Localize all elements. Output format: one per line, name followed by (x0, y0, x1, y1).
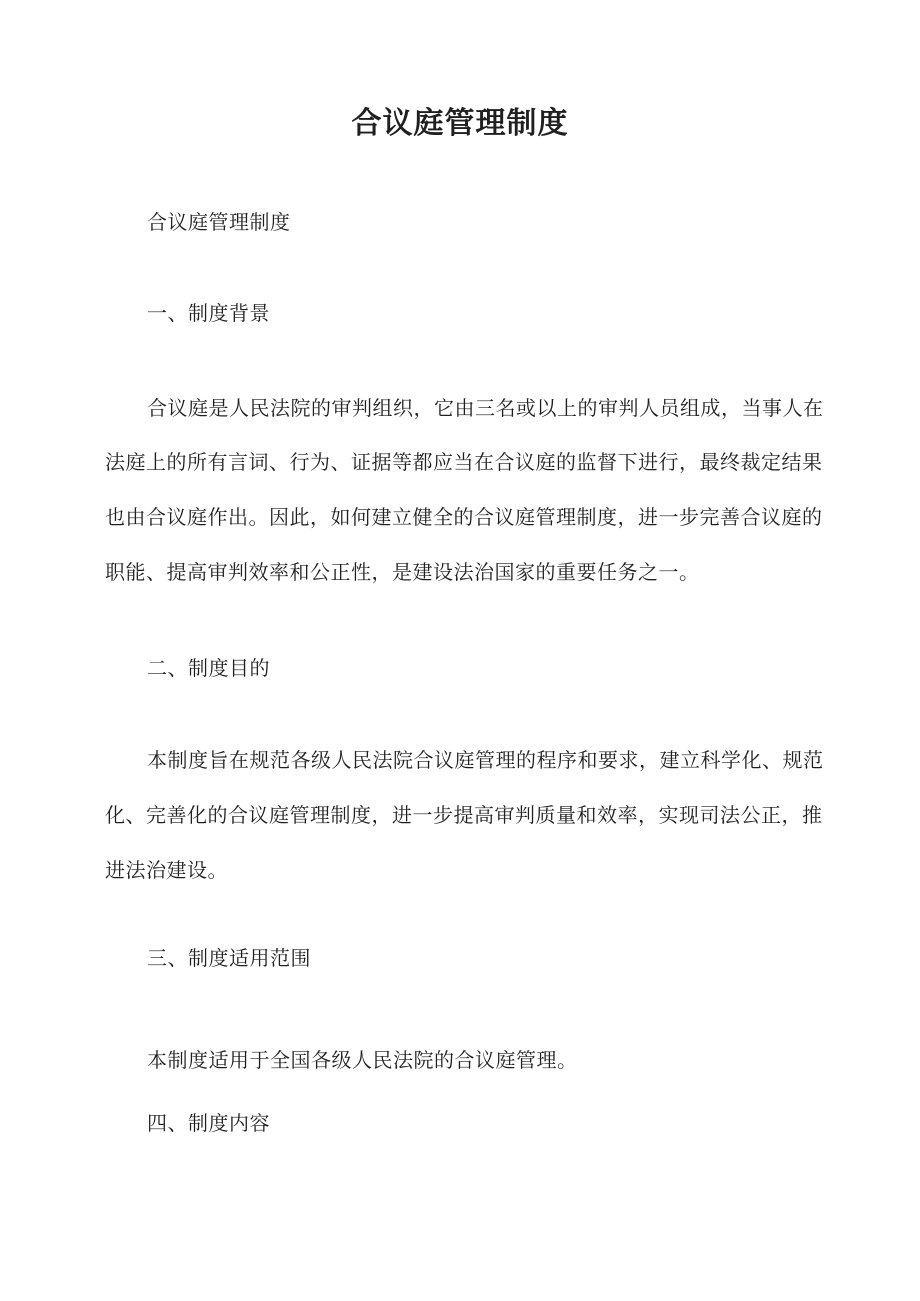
section-heading-1: 一、制度背景 (147, 303, 270, 325)
paragraph-line: 职能、提高审判效率和公正性，是建设法治国家的重要任务之一。 (105, 562, 700, 584)
document-title: 合议庭管理制度 (351, 107, 569, 140)
paragraph-line: 本制度适用于全国各级人民法院的合议庭管理。 (147, 1050, 578, 1072)
paragraph-line: 也由合议庭作出。因此，如何建立健全的合议庭管理制度，进一步完善合议庭的 (105, 507, 823, 529)
paragraph-line: 本制度旨在规范各级人民法院合议庭管理的程序和要求，建立科学化、规范 (147, 750, 824, 772)
paragraph-line: 化、完善化的合议庭管理制度，进一步提高审判质量和效率，实现司法公正，推 (105, 805, 823, 827)
paragraph-line: 进法治建设。 (105, 860, 228, 882)
section-heading-2: 二、制度目的 (147, 658, 270, 680)
section-heading-3: 三、制度适用范围 (147, 948, 311, 970)
paragraph-intro-line: 合议庭管理制度 (147, 212, 291, 234)
paragraph-line: 合议庭是人民法院的审判组织，它由三名或以上的审判人员组成，当事人在 (147, 398, 824, 420)
section-heading-4: 四、制度内容 (147, 1113, 270, 1135)
paragraph-line: 法庭上的所有言词、行为、证据等都应当在合议庭的监督下进行，最终裁定结果 (105, 452, 823, 474)
